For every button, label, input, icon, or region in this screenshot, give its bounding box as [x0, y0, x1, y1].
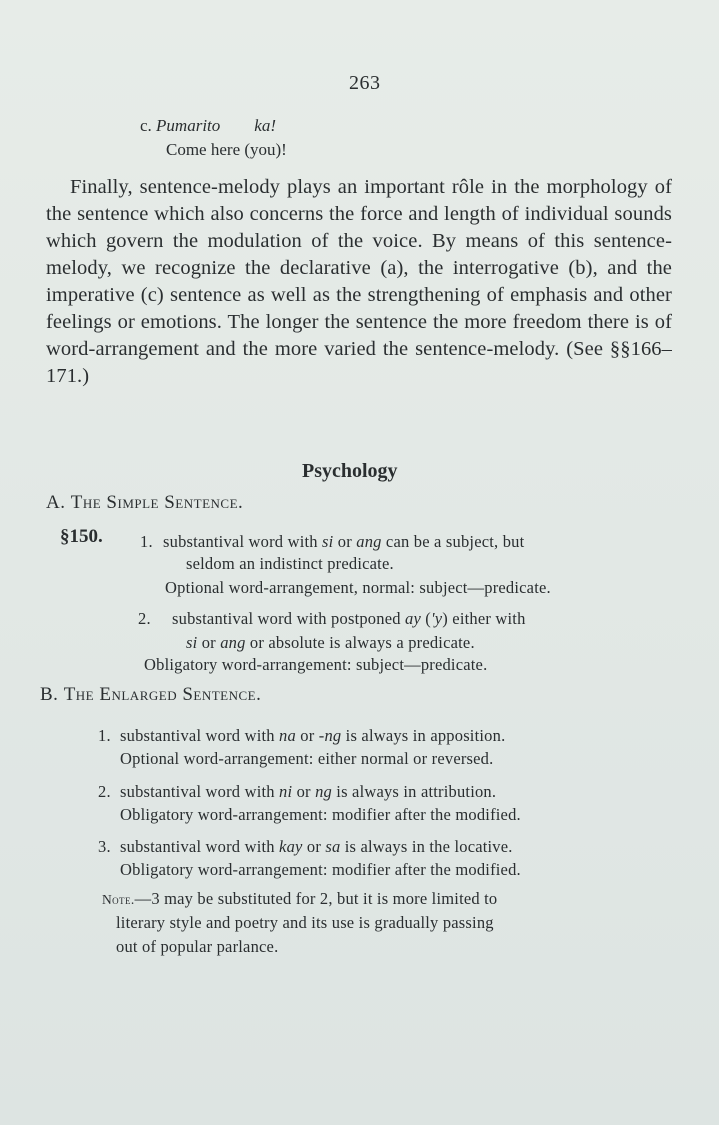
paragraph-symbol: §150.	[60, 526, 103, 547]
b-item-2-number: 2.	[98, 782, 111, 801]
note-line-1: Note.—3 may be substituted for 2, but it is more limited to	[102, 889, 498, 908]
section-heading: Psychology	[302, 460, 398, 482]
b-item-3-line-1: substantival word with kay or sa is always in the locative.	[120, 837, 513, 856]
a-item-2-line-2: si or ang or absolute is always a predicate.	[186, 633, 475, 652]
example-label: c.	[140, 116, 152, 135]
example-word-2: ka!	[254, 116, 276, 135]
b-item-3-rule: Obligatory word-arrangement: modifier after the modified.	[120, 860, 521, 879]
b-item-2-rule: Obligatory word-arrangement: modifier after the modified.	[120, 805, 521, 824]
a-item-1-rule: Optional word-arrangement, normal: subject—predicate.	[165, 578, 551, 597]
section-a-letter: A.	[46, 492, 66, 513]
a-item-2-rule: Obligatory word-arrangement: subject—predicate.	[144, 655, 488, 674]
note-line-3: out of popular parlance.	[116, 937, 279, 956]
section-a-title	[46, 492, 243, 514]
example-translation: Come here (you)!	[166, 140, 287, 159]
b-item-1-rule: Optional word-arrangement: either normal or reversed.	[120, 749, 494, 768]
b-item-1-number: 1.	[98, 726, 111, 745]
a-item-1-line-2: seldom an indistinct predicate.	[186, 554, 394, 573]
page-number: 263	[349, 72, 381, 94]
note-line-2: literary style and poetry and its use is gradually passing	[116, 913, 494, 932]
example-c	[140, 116, 276, 136]
section-b-name: The Enlarged Sentence.	[63, 684, 262, 705]
a-item-2-number: 2.	[138, 609, 151, 628]
b-item-1-line-1: substantival word with na or -ng is always in apposition.	[120, 726, 506, 745]
a-item-1-number: 1.	[140, 532, 153, 551]
note-label: Note.	[102, 892, 135, 907]
body-paragraph	[46, 174, 672, 390]
b-item-2-line-1: substantival word with ni or ng is always in attribution.	[120, 782, 497, 801]
paragraph-text: Finally, sentence-melody plays an important rôle in the morphology of the sentence which also concerns the force and length of individual sounds which govern the modulation of the voice. By means of this sentence-melody, we recognize the declarative (a), the interrogative (b), and the imperative (c) sentence as well as the strengthening of emphasis and other feelings or emotions. The longer the sentence the more freedom there is of word-arrangement and the more varied the sentence-melody. (See §§166–171.)	[46, 176, 672, 387]
example-word-1: Pumarito	[156, 116, 221, 135]
b-item-3-number: 3.	[98, 837, 111, 856]
section-b-title	[40, 684, 261, 706]
section-b-letter: B.	[40, 684, 59, 705]
a-item-2-line-1: substantival word with postponed ay ('y) either with	[172, 609, 526, 628]
section-a-name: The Simple Sentence.	[70, 492, 244, 513]
a-item-1-line-1: substantival word with si or ang can be a subject, but	[163, 532, 525, 551]
